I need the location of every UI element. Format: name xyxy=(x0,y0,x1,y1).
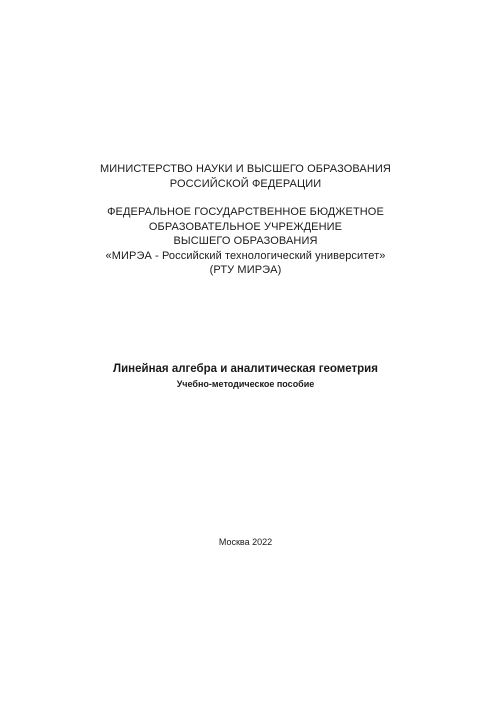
institution-line: ОБРАЗОВАТЕЛЬНОЕ УЧРЕЖДЕНИЕ xyxy=(148,220,343,233)
ministry-line: РОССИЙСКОЙ ФЕДЕРАЦИИ xyxy=(169,177,322,190)
document-title: Линейная алгебра и аналитическая геометрия xyxy=(113,363,378,375)
ministry-line: МИНИСТЕРСТВО НАУКИ И ВЫСШЕГО ОБРАЗОВАНИЯ xyxy=(100,163,391,175)
institution-line: ФЕДЕРАЛЬНОЕ ГОСУДАРСТВЕННОЕ БЮДЖЕТНОЕ xyxy=(107,206,384,218)
document-subtitle: Учебно-методическое пособие xyxy=(176,379,315,389)
institution-name: «МИРЭА - Российский технологический университет» xyxy=(105,249,386,262)
institution-line: ВЫСШЕГО ОБРАЗОВАНИЯ xyxy=(173,235,318,247)
institution-heading xyxy=(0,205,491,278)
place-and-year: Москва 2022 xyxy=(218,537,273,547)
ministry-heading xyxy=(0,162,491,191)
institution-abbreviation: (РТУ МИРЭА) xyxy=(209,264,282,276)
